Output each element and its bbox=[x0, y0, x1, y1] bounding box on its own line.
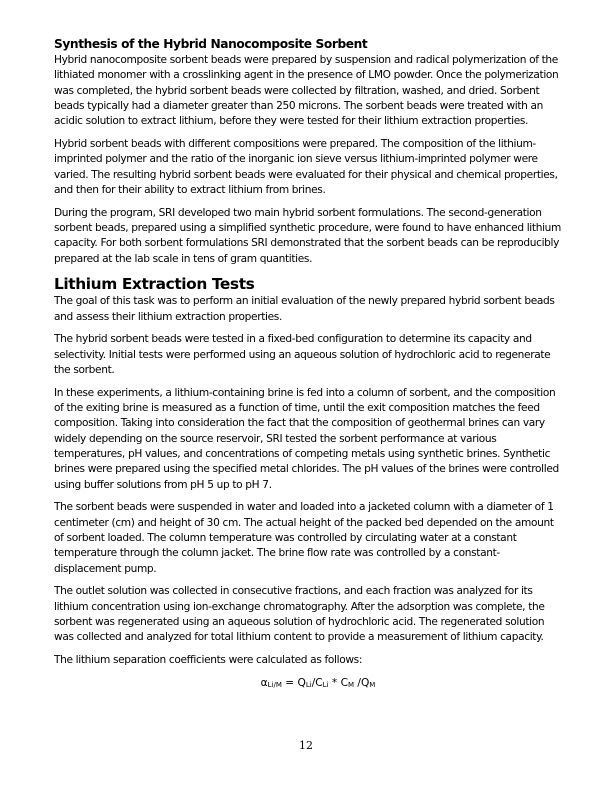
separation-coefficient-equation bbox=[54, 676, 562, 693]
eq-alpha: α bbox=[260, 676, 268, 689]
eq-slash-q: /Q bbox=[354, 676, 370, 689]
eq-c-subscript: Li bbox=[322, 680, 329, 689]
paragraph: During the program, SRI developed two main hybrid sorbent formulations. The second-generation sorbent beads, prepared using a simplified synthetic procedure, were found to have enhanced lithium capacity. For both sorbent formulations SRI demonstrated that the sorbent beads can be reproducibly prepared at the lab scale in tens of gram quantities. bbox=[54, 206, 561, 265]
document-page bbox=[54, 36, 562, 693]
eq-cm-subscript: M bbox=[347, 680, 355, 689]
page-number: 12 bbox=[299, 739, 313, 752]
paragraph: Hybrid nanocomposite sorbent beads were prepared by suspension and radical polymerization of the lithiated monomer with a crosslinking agent in the presence of LMO powder. Once the polymerization was completed, the hybrid sorbent beads were collected by filtration, washed, and dried. Sorbent beads typically had a diameter greater than 250 microns. The sorbent beads were treated with an acidic solution to extract lithium, before they were tested for their lithium extraction properties. bbox=[54, 54, 559, 128]
section-heading-lithium-extraction-tests: Lithium Extraction Tests bbox=[54, 275, 255, 294]
paragraph: The sorbent beads were suspended in water and loaded into a jacketed column with a diameter of 1 centimeter (cm) and height of 30 cm. The actual height of the packed bed depended on the amount of sorbent loaded. The column temperature was controlled by circulating water at a constant temperature through the column jacket. The brine flow rate was controlled by a constant-displacement pump. bbox=[54, 501, 554, 575]
eq-qm-subscript: M bbox=[369, 680, 376, 689]
paragraph: Hybrid sorbent beads with different compositions were prepared. The composition of the lithium-imprinted polymer and the ratio of the inorganic ion sieve versus lithium-imprinted polymer were varied. The resulting hybrid sorbent beads were evaluated for their physical and chemical properties, and then for their ability to extract lithium from brines. bbox=[54, 137, 558, 196]
paragraph: The hybrid sorbent beads were tested in a fixed-bed configuration to determine its capacity and selectivity. Initial tests were performed using an aqueous solution of hydrochloric acid to regenerate the sorbent. bbox=[54, 333, 551, 377]
eq-slash-c: /C bbox=[311, 676, 323, 689]
paragraph: In these experiments, a lithium-containing brine is fed into a column of sorbent, and the composition of the exiting brine is measured as a function of time, until the exit composition matches the feed composition. Taking into consideration the fact that the composition of geothermal brines can vary widely depending on the source reservoir, SRI tested the sorbent performance at various temperatures, pH values, and concentrations of competing metals using synthetic brines. Synthetic brines were prepared using the specified metal chlorides. The pH values of the brines were controlled using buffer solutions from pH 5 up to pH 7. bbox=[54, 386, 559, 491]
paragraph: The goal of this task was to perform an initial evaluation of the newly prepared hybrid sorbent beads and assess their lithium extraction properties. bbox=[54, 295, 555, 323]
section-heading-synthesis: Synthesis of the Hybrid Nanocomposite Sorbent bbox=[54, 37, 368, 51]
paragraph: The outlet solution was collected in consecutive fractions, and each fraction was analyzed for its lithium concentration using ion-exchange chromatography. After the adsorption was complete, the sorbent was regenerated using an aqueous solution of hydrochloric acid. The regenerated solution was collected and analyzed for total lithium content to provide a measurement of lithium capacity. bbox=[54, 585, 545, 644]
paragraph: The lithium separation coefficients were calculated as follows: bbox=[54, 654, 363, 667]
eq-equals-q: = Q bbox=[281, 676, 306, 689]
eq-times-c: * C bbox=[328, 676, 348, 689]
eq-q-subscript: Li bbox=[305, 680, 312, 689]
eq-alpha-subscript: Li/M bbox=[267, 680, 282, 689]
